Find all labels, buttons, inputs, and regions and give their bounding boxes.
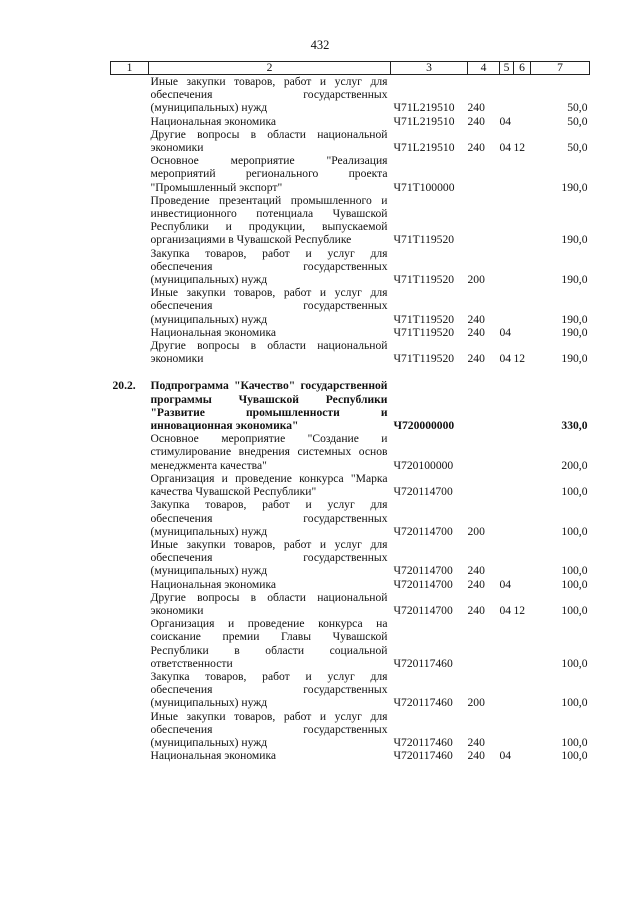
- row-name: Национальная экономика: [150, 577, 277, 591]
- row-amount: 100,0: [561, 524, 588, 538]
- row-subsection: [514, 379, 531, 432]
- table-spacer-row: [111, 365, 590, 379]
- row-code: Ч71L219510: [393, 114, 455, 128]
- table-row: [111, 247, 590, 287]
- row-amount: 190,0: [561, 312, 588, 326]
- row-expense-type: [468, 432, 500, 472]
- table-row: [111, 617, 590, 670]
- row-number: [111, 154, 149, 194]
- row-section: [500, 194, 514, 247]
- row-expense-type: 240: [467, 114, 485, 128]
- row-expense-type: 240: [467, 603, 485, 617]
- row-name: Проведение презентаций промышленного и инвестиционного потенциала Чувашской Республики и продукции, выпускаемой организациями в Чувашской Республике: [150, 193, 388, 247]
- row-code: Ч71L219510: [393, 101, 455, 115]
- row-code: Ч720114700: [393, 603, 453, 617]
- table-body: [111, 75, 590, 763]
- row-code: Ч720117460: [393, 656, 453, 670]
- row-expense-type: 200: [467, 524, 485, 538]
- row-number: [111, 538, 149, 578]
- row-expense-type: [468, 194, 500, 247]
- table-row: [111, 432, 590, 472]
- row-expense-type: 240: [467, 325, 485, 339]
- row-subsection: [514, 75, 531, 115]
- row-section: [500, 154, 514, 194]
- row-number: [111, 578, 149, 591]
- row-expense-type: [468, 154, 500, 194]
- row-section: 04: [499, 749, 512, 763]
- row-expense-type: 240: [467, 141, 485, 155]
- row-name: Закупка товаров, работ и услуг для обеспечения государственных (муниципальных) нужд: [150, 669, 388, 710]
- table-row: [111, 578, 590, 591]
- row-expense-type: [468, 379, 500, 432]
- row-name: Другие вопросы в области национальной экономики: [150, 339, 388, 366]
- row-subsection: 12: [513, 141, 526, 155]
- row-subsection: [514, 749, 531, 762]
- row-number: [111, 472, 149, 498]
- row-amount: 100,0: [561, 603, 588, 617]
- row-amount: 100,0: [561, 656, 588, 670]
- row-subsection: [514, 498, 531, 538]
- row-number: [111, 749, 149, 762]
- row-amount: 100,0: [561, 735, 588, 749]
- row-amount: 330,0: [561, 419, 588, 433]
- row-name: Закупка товаров, работ и услуг для обеспечения государственных (муниципальных) нужд: [150, 498, 388, 538]
- row-expense-type: [468, 617, 500, 670]
- row-amount: 190,0: [561, 233, 588, 247]
- row-section: 04: [499, 577, 512, 591]
- row-subsection: [514, 578, 531, 591]
- row-amount: 190,0: [561, 325, 588, 339]
- row-code: Ч720114700: [393, 564, 453, 578]
- row-number: [111, 326, 149, 339]
- row-amount: 200,0: [561, 458, 588, 472]
- row-section: [500, 75, 514, 115]
- row-subsection: [514, 326, 531, 339]
- row-name: Иные закупки товаров, работ и услуг для обеспечения государственных (муниципальных) нужд: [150, 537, 388, 578]
- row-number: [111, 670, 149, 710]
- row-code: Ч720114700: [393, 577, 453, 591]
- row-code: Ч720114700: [393, 524, 453, 538]
- row-subsection: [514, 538, 531, 578]
- row-number: [111, 115, 149, 128]
- row-section: [500, 472, 514, 498]
- row-section: [500, 617, 514, 670]
- row-subsection: [514, 472, 531, 498]
- row-expense-type: 240: [467, 749, 485, 763]
- column-header-1: 1: [111, 62, 149, 75]
- row-code: Ч720114700: [393, 485, 453, 499]
- row-name: Организация и проведение конкурса "Марка качества Чувашской Республики": [150, 471, 388, 499]
- row-subsection: [514, 617, 531, 670]
- row-name: Национальная экономика: [150, 325, 277, 339]
- row-expense-type: [468, 472, 500, 498]
- row-code: Ч71Т119520: [393, 352, 455, 366]
- row-code: Ч71Т119520: [393, 312, 455, 326]
- row-name: Закупка товаров, работ и услуг для обеспечения государственных (муниципальных) нужд: [150, 246, 388, 287]
- row-section: [500, 498, 514, 538]
- column-header-5: 5: [500, 62, 514, 75]
- row-name: Иные закупки товаров, работ и услуг для обеспечения государственных (муниципальных) нужд: [150, 709, 388, 749]
- row-name: Организация и проведение конкурса на соискание премии Главы Чувашской Республики в области социальной ответственности: [150, 617, 388, 670]
- row-number: [111, 194, 149, 247]
- row-code: Ч720000000: [393, 419, 455, 433]
- table-row: [111, 498, 590, 538]
- row-expense-type: 240: [467, 577, 485, 591]
- table-row: [111, 591, 590, 617]
- row-subsection: [514, 194, 531, 247]
- budget-table: [110, 61, 590, 762]
- row-amount: 100,0: [561, 485, 588, 499]
- column-header-7: 7: [531, 62, 590, 75]
- row-number: 20.2.: [112, 379, 136, 393]
- row-expense-type: 200: [467, 696, 485, 710]
- row-subsection: [514, 286, 531, 326]
- table-row: [111, 670, 590, 710]
- row-expense-type: 240: [467, 735, 485, 749]
- row-amount: 100,0: [561, 577, 588, 591]
- row-section: [500, 538, 514, 578]
- row-subsection: [514, 247, 531, 287]
- header-row: [111, 62, 590, 75]
- column-header-4: 4: [468, 62, 500, 75]
- row-name: Иные закупки товаров, работ и услуг для обеспечения государственных (муниципальных) нужд: [150, 75, 388, 115]
- row-section: 04: [499, 603, 512, 617]
- row-section: [500, 379, 514, 432]
- table-row: [111, 326, 590, 339]
- row-amount: 100,0: [561, 749, 588, 763]
- column-header-2: 2: [149, 62, 391, 75]
- row-subsection: [514, 154, 531, 194]
- row-number: [111, 498, 149, 538]
- row-name: Национальная экономика: [150, 749, 277, 763]
- row-name: Другие вопросы в области национальной экономики: [150, 590, 388, 617]
- row-subsection: 12: [513, 603, 526, 617]
- table-row: [111, 154, 590, 194]
- page-number: 432: [310, 38, 330, 52]
- table-row: [111, 128, 590, 154]
- row-expense-type: 240: [467, 312, 485, 326]
- row-amount: 190,0: [561, 180, 588, 194]
- row-number: [111, 286, 149, 326]
- row-number: [111, 339, 149, 365]
- table-row: [111, 75, 590, 115]
- table-row: [111, 379, 590, 432]
- row-amount: 100,0: [561, 564, 588, 578]
- row-subsection: [514, 115, 531, 128]
- row-name: Подпрограмма "Качество" государственной программы Чувашской Республики "Развитие промышленности и инновационная экономика": [150, 379, 388, 433]
- row-number: [111, 617, 149, 670]
- row-code: Ч720117460: [393, 735, 453, 749]
- row-section: 04: [499, 141, 512, 155]
- row-section: [500, 432, 514, 472]
- row-code: Ч71Т119520: [393, 273, 455, 287]
- row-expense-type: 240: [467, 101, 485, 115]
- row-number: [111, 75, 149, 115]
- row-section: 04: [499, 114, 512, 128]
- row-code: Ч71L219510: [393, 141, 455, 155]
- row-code: Ч720117460: [393, 749, 453, 763]
- row-section: [500, 247, 514, 287]
- table-row: [111, 339, 590, 365]
- table-row: [111, 538, 590, 578]
- row-subsection: [514, 432, 531, 472]
- row-name: Основное мероприятие "Создание и стимулирование внедрения системных основ менеджмента качества": [150, 432, 388, 472]
- row-number: [111, 591, 149, 617]
- row-subsection: [514, 710, 531, 750]
- row-section: [500, 670, 514, 710]
- row-code: Ч71Т119520: [393, 233, 455, 247]
- row-expense-type: 240: [467, 352, 485, 366]
- column-header-3: 3: [391, 62, 468, 75]
- row-number: [111, 247, 149, 287]
- spacer-cell: [111, 365, 590, 379]
- table-row: [111, 749, 590, 762]
- row-code: Ч720117460: [393, 696, 453, 710]
- row-name: Иные закупки товаров, работ и услуг для обеспечения государственных (муниципальных) нужд: [150, 286, 388, 326]
- column-header-6: 6: [514, 62, 531, 75]
- row-amount: 190,0: [561, 352, 588, 366]
- table-row: [111, 115, 590, 128]
- row-section: [500, 286, 514, 326]
- row-code: Ч71Т119520: [393, 325, 455, 339]
- row-expense-type: 240: [467, 564, 485, 578]
- row-expense-type: 200: [467, 273, 485, 287]
- row-number: [111, 128, 149, 154]
- row-amount: 50,0: [567, 101, 588, 115]
- table-row: [111, 710, 590, 750]
- table-row: [111, 194, 590, 247]
- row-subsection: [514, 670, 531, 710]
- table-row: [111, 286, 590, 326]
- row-amount: 50,0: [567, 114, 588, 128]
- row-section: 04: [499, 325, 512, 339]
- row-amount: 50,0: [567, 141, 588, 155]
- row-name: Национальная экономика: [150, 114, 277, 128]
- row-amount: 190,0: [561, 273, 588, 287]
- table-row: [111, 472, 590, 498]
- row-number: [111, 432, 149, 472]
- row-section: 04: [499, 352, 512, 366]
- row-code: Ч71Т100000: [393, 180, 455, 194]
- row-code: Ч720100000: [393, 458, 454, 472]
- row-name: Другие вопросы в области национальной экономики: [150, 127, 388, 155]
- table-header: [111, 62, 590, 75]
- row-subsection: 12: [513, 352, 526, 366]
- row-name: Основное мероприятие "Реализация мероприятий регионального проекта "Промышленный экспорт": [150, 154, 388, 194]
- row-section: [500, 710, 514, 750]
- row-amount: 100,0: [561, 696, 588, 710]
- row-number: [111, 710, 149, 750]
